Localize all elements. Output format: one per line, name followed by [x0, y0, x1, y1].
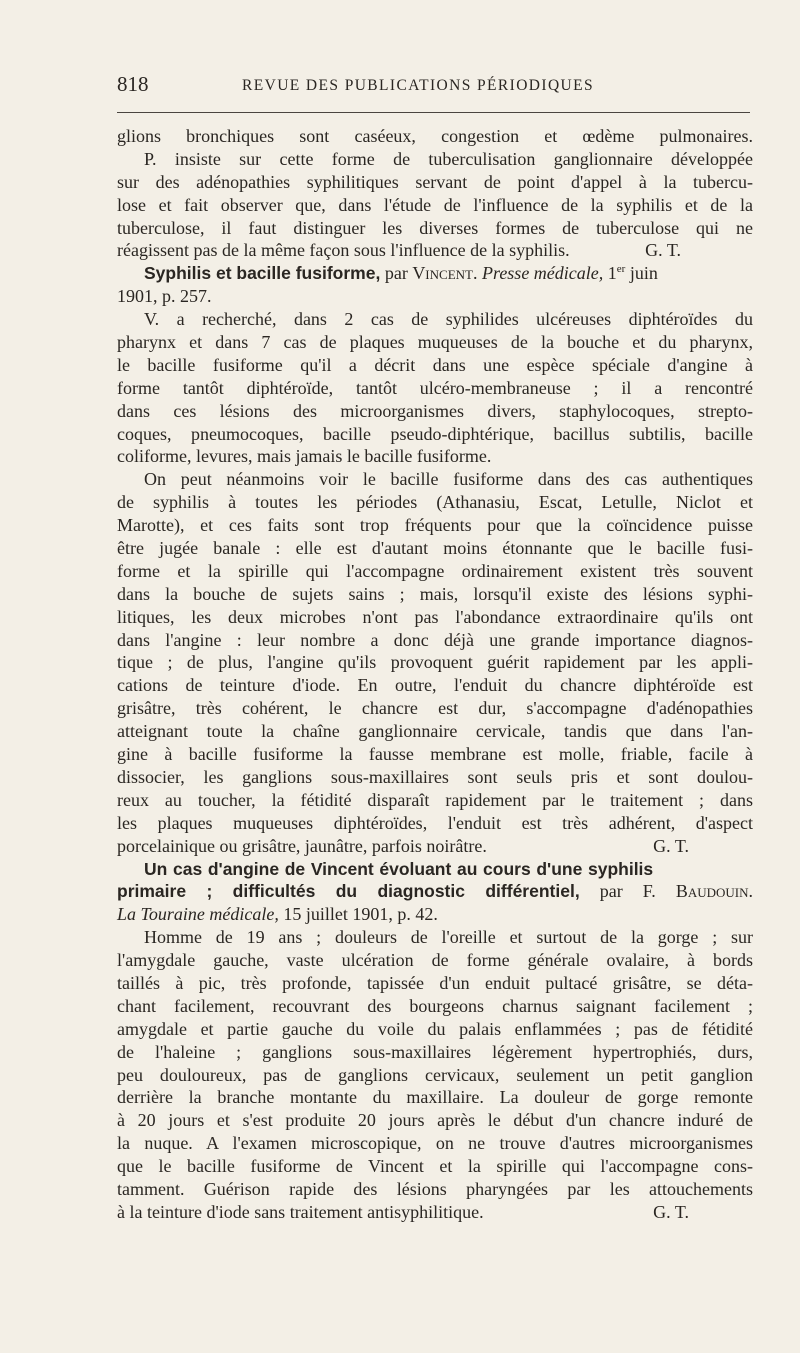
text-line: sur des adénopathies syphilitiques servant de point d'appel à la tubercu-: [117, 171, 753, 192]
text-line: P. insiste sur cette forme de tuberculisation ganglionnaire développée: [144, 148, 753, 169]
text-line: Homme de 19 ans ; douleurs de l'oreille et surtout de la gorge ; sur: [144, 927, 753, 948]
article-title: Syphilis et bacille fusiforme,: [144, 263, 381, 284]
text-line: cations de teinture d'iode. En outre, l'enduit du chancre diphtéroïde est: [117, 675, 753, 696]
text-line: de syphilis à toutes les périodes (Athanasiu, Escat, Letulle, Niclot et: [117, 492, 753, 513]
date-sup: er: [616, 263, 626, 276]
text-line: [117, 239, 753, 262]
signature: G. T.: [653, 835, 689, 856]
text-line: l'amygdale gauche, vaste ulcération de forme générale ovalaire, à bords: [117, 950, 753, 971]
text-line: pharynx et dans 7 cas de plaques muqueuses de la bouche et du pharynx,: [117, 332, 753, 353]
text-line: gine à bacille fusiforme la fausse membrane est molle, friable, facile à: [117, 744, 753, 765]
text-line: le bacille fusiforme qu'il a décrit dans une espèce spéciale d'angine à: [117, 354, 753, 375]
text-line: litiques, les deux microbes n'ont pas l'abondance extraordinaire qu'ils ont: [117, 606, 753, 627]
text-line: atteignant toute la chaîne ganglionnaire cervicale, tandis que dans l'an-: [117, 721, 753, 742]
text-line: peu douloureux, pas de ganglions cervicaux, seulement un petit ganglion: [117, 1064, 753, 1085]
line-text: porcelainique ou grisâtre, jaunâtre, parfois noirâtre.: [117, 835, 487, 856]
article-title: primaire ; difficultés du diagnostic différentiel,: [117, 881, 580, 902]
author-name: Vincent.: [412, 263, 478, 284]
text-line: chant facilement, recouvrant des bourgeons charnus saignant facilement ;: [117, 995, 753, 1016]
text-line: Marotte), et ces faits sont trop fréquents pour que la coïncidence puisse: [117, 515, 753, 536]
text-line: dans ces lésions des microorganismes divers, staphylocoques, strepto-: [117, 400, 753, 421]
text-line: à 20 jours et s'est produite 20 jours après le début d'un chancre induré de: [117, 1110, 753, 1131]
running-head: REVUE DES PUBLICATIONS PÉRIODIQUES: [242, 77, 595, 94]
article-heading: [117, 880, 753, 903]
text-line: tamment. Guérison rapide des lésions pharyngées par les attouchements: [117, 1178, 753, 1199]
text-line: forme tantôt diphtéroïde, tantôt ulcéro-membraneuse ; il a rencontré: [117, 377, 753, 398]
text-line: tique ; de plus, l'angine qu'ils provoquent guérit rapidement par les appli-: [117, 652, 753, 673]
text-line: tuberculose, il faut distinguer les diverses formes de tuberculose qui ne: [117, 217, 753, 238]
text-line: dans l'angine : leur nombre a donc déjà une grande importance diagnos-: [117, 629, 753, 650]
text-line: glions bronchiques sont caséeux, congestion et œdème pulmonaires.: [117, 126, 753, 146]
article-title: Un cas d'angine de Vincent évoluant au cours d'une syphilis: [144, 858, 654, 879]
text-line: que le bacille fusiforme de Vincent et la spirille qui l'accompagne cons-: [117, 1156, 753, 1177]
heading-text: par F.: [599, 881, 656, 902]
text-line: derrière la branche montante du maxillaire. La douleur de gorge remonte: [117, 1087, 753, 1108]
page-number: 818: [117, 72, 149, 96]
text-line: [117, 835, 753, 858]
reference-text: 15 juillet 1901, p. 42.: [283, 904, 438, 925]
text-line: lose et fait observer que, dans l'étude de l'influence de la syphilis et de la: [117, 194, 753, 215]
date-day: 1: [607, 263, 617, 284]
journal-name: La Touraine médicale,: [117, 904, 279, 925]
journal-name: Presse médicale,: [481, 263, 604, 284]
text-line: forme et la spirille qui l'accompagne ordinairement existent très souvent: [117, 560, 753, 581]
text-line: reux au toucher, la fétidité disparaît rapidement par le traitement ; dans: [117, 789, 753, 810]
line-text: à la teinture d'iode sans traitement antisyphilitique.: [117, 1201, 484, 1222]
page-header: [117, 72, 752, 102]
date-month: juin: [629, 263, 658, 284]
text-line: On peut néanmoins voir le bacille fusiforme dans des cas authentiques: [144, 469, 753, 490]
text-line: V. a recherché, dans 2 cas de syphilides ulcéreuses diphtéroïdes du: [144, 309, 753, 330]
text-line: coliforme, levures, mais jamais le bacille fusiforme.: [117, 446, 492, 467]
text-line: la nuque. A l'examen microscopique, on ne trouve d'autres microorganismes: [117, 1133, 753, 1154]
author-name: Baudouin.: [675, 881, 753, 902]
article-heading: [117, 262, 753, 285]
text-line: de l'haleine ; ganglions sous-maxillaires légèrement hypertrophiés, durs,: [117, 1041, 753, 1062]
text-line: coques, pneumocoques, bacille pseudo-diphtérique, bacillus subtilis, bacille: [117, 423, 753, 444]
signature: G. T.: [645, 240, 681, 261]
text-line: grisâtre, très cohérent, le chancre est dur, s'accompagne d'adénopathies: [117, 698, 753, 719]
article-heading: [117, 858, 753, 881]
text-line: taillés à pic, très profonde, tapissée d'un enduit pultacé grisâtre, se déta-: [117, 972, 753, 993]
text-line: amygdale et partie gauche du voile du palais enflammées ; pas de fétidité: [117, 1018, 753, 1039]
text-line: être jugée banale : elle est d'autant moins étonnante que le bacille fusi-: [117, 538, 753, 559]
article-body: [117, 125, 753, 1224]
article-reference: 1901, p. 257.: [117, 286, 212, 307]
line-text: réagissent pas de la même façon sous l'influence de la syphilis.: [117, 240, 570, 261]
heading-text: par: [384, 263, 408, 284]
text-line: dans la bouche de sujets sains ; mais, lorsqu'il existe des lésions syphi-: [117, 583, 753, 604]
article-reference: [117, 903, 753, 926]
text-line: dissocier, les ganglions sous-maxillaires sont seuls pris et sont doulou-: [117, 766, 753, 787]
text-line: [117, 1201, 753, 1224]
signature: G. T.: [653, 1201, 689, 1222]
header-rule: [117, 112, 750, 113]
text-line: les plaques muqueuses diphtéroïdes, l'enduit est très adhérent, d'aspect: [117, 812, 753, 833]
